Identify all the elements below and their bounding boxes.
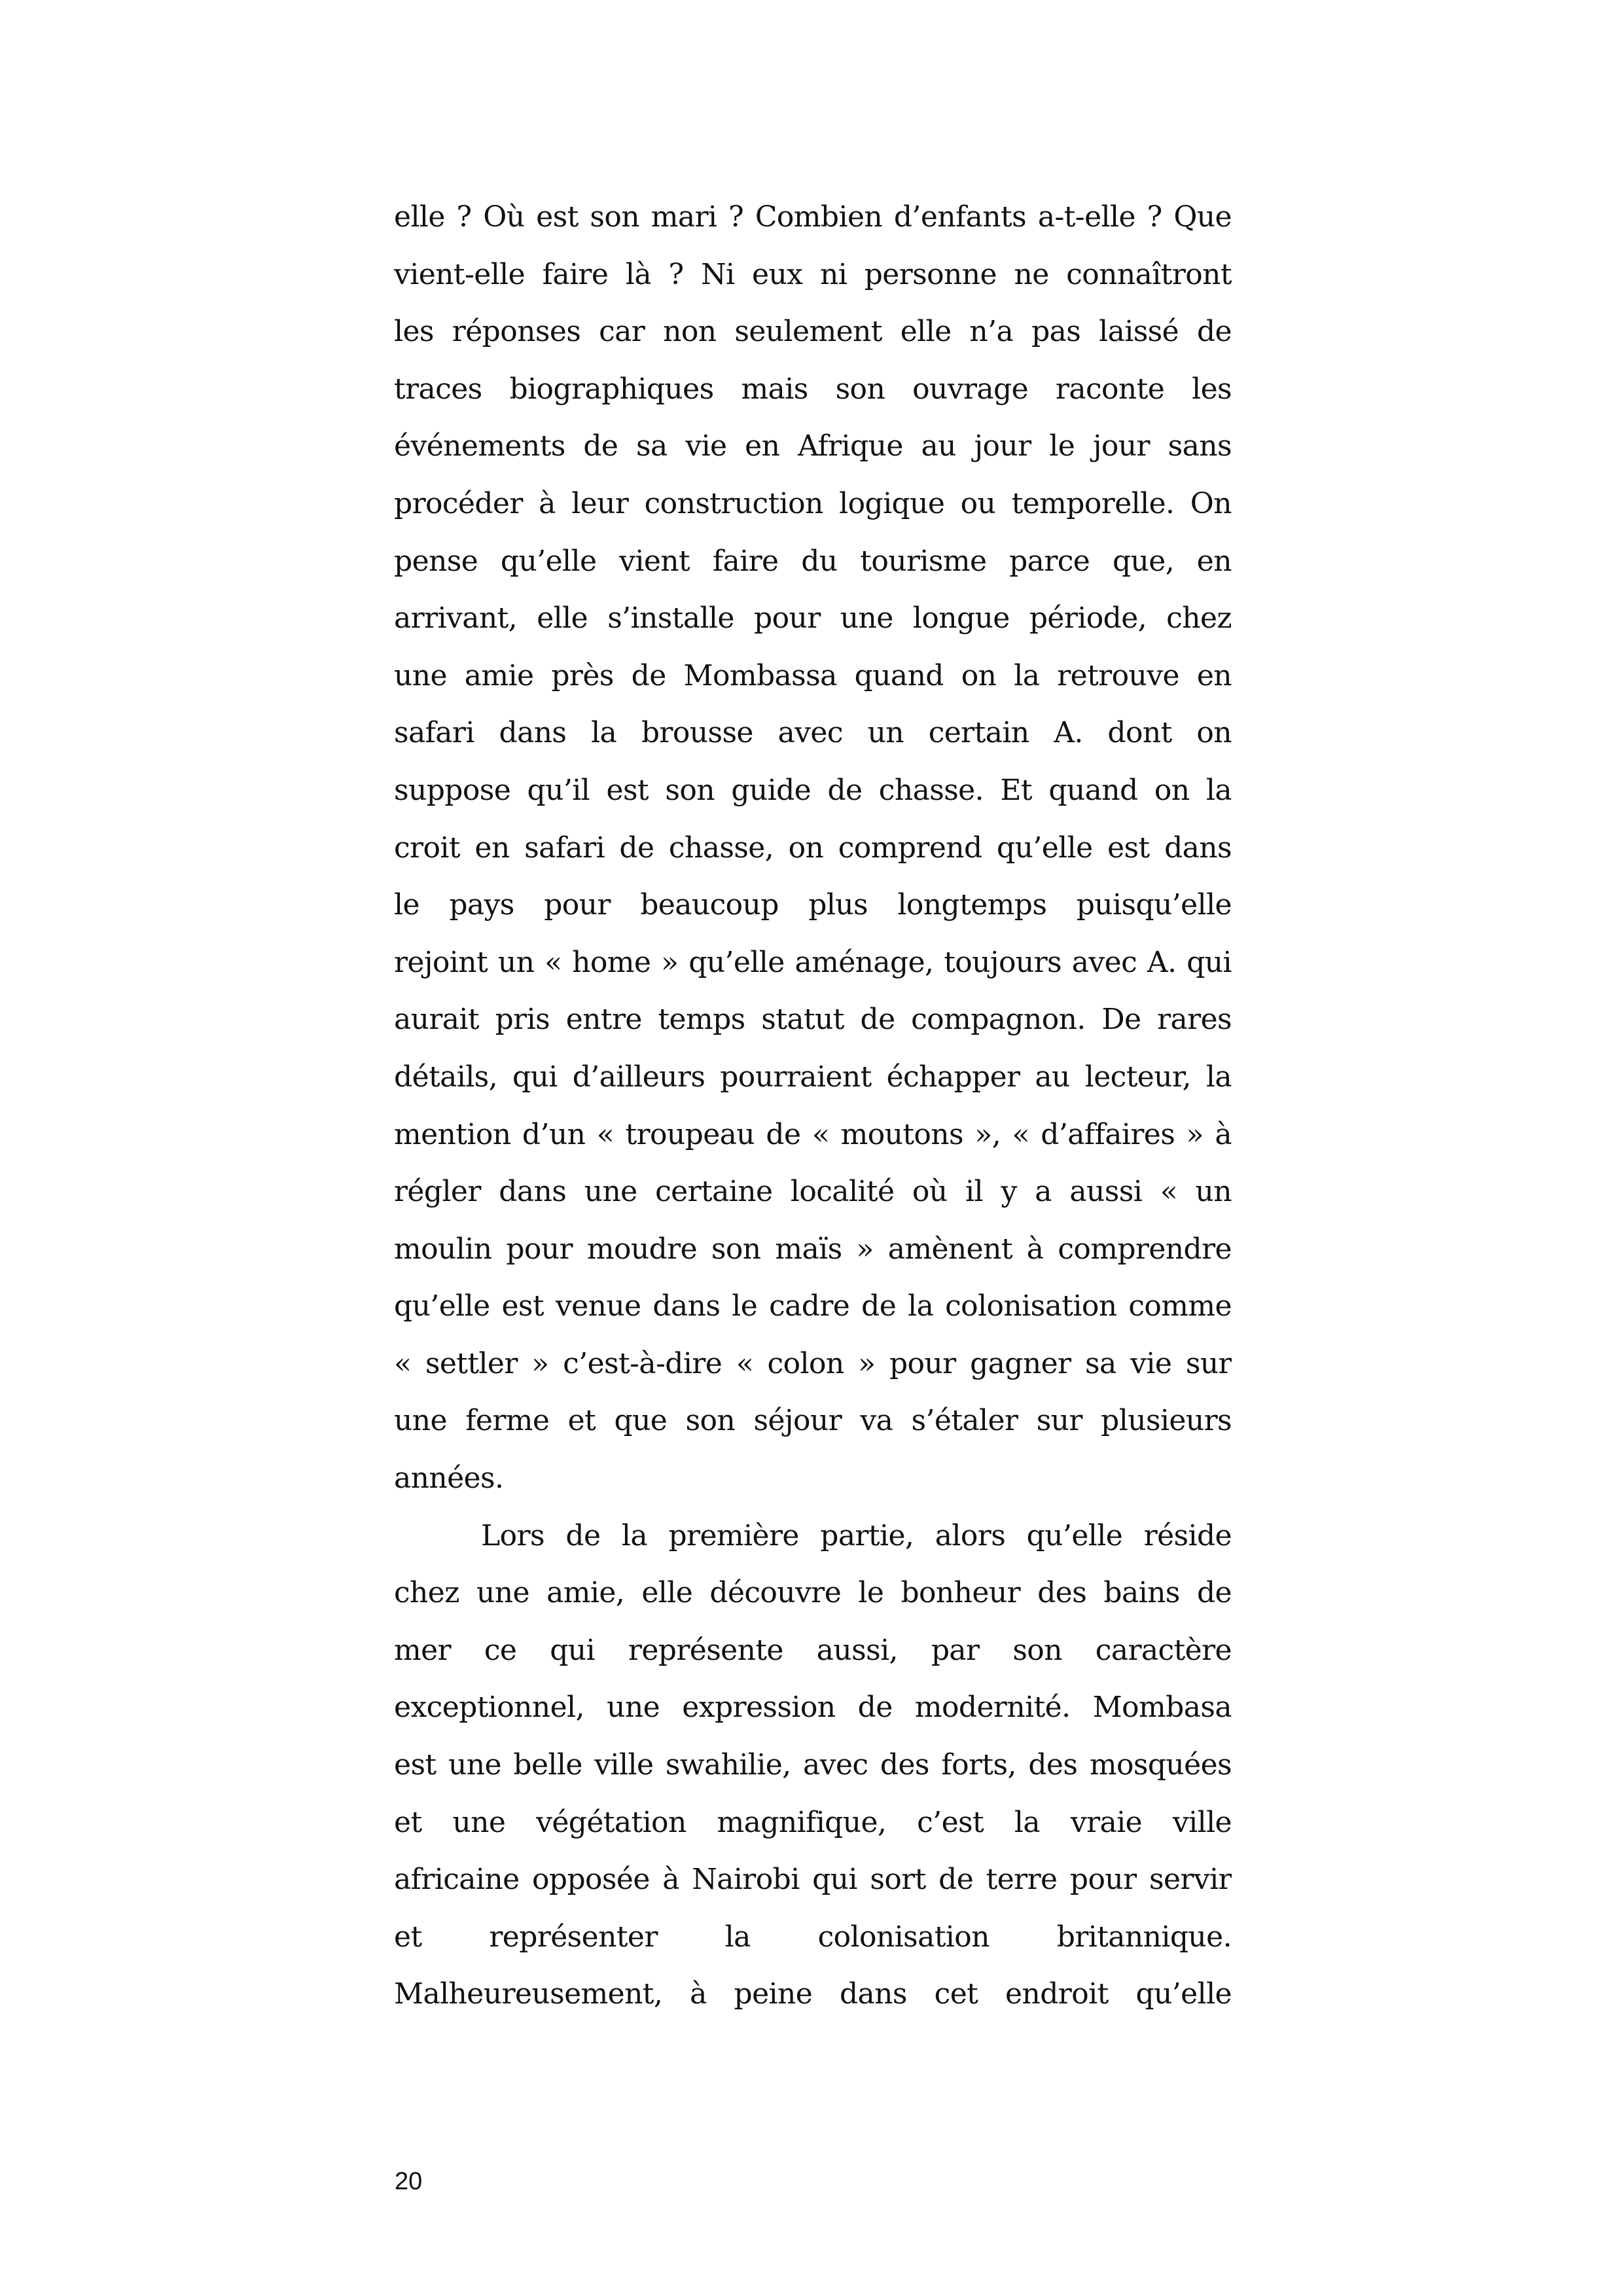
text-line: suppose qu’il est son guide de chasse. Et quand on la <box>394 773 1232 807</box>
text-line: qu’elle est venue dans le cadre de la colonisation comme <box>394 1289 1232 1323</box>
text-line: le pays pour beaucoup plus longtemps puisqu’elle <box>394 888 1232 922</box>
text-line: africaine opposée à Nairobi qui sort de terre pour servir <box>394 1863 1232 1897</box>
text-line: et représenter la colonisation britannique. <box>394 1920 1232 1954</box>
text-line: événements de sa vie en Afrique au jour le jour sans <box>394 429 1232 463</box>
text-line: « settler » c’est-à-dire « colon » pour gagner sa vie sur <box>394 1346 1232 1380</box>
text-line: Lors de la première partie, alors qu’elle réside <box>481 1518 1232 1552</box>
text-line: et une végétation magnifique, c’est la vraie ville <box>394 1805 1232 1839</box>
text-line: procéder à leur construction logique ou temporelle. On <box>394 486 1232 520</box>
text-line: safari dans la brousse avec un certain A. dont on <box>394 716 1232 750</box>
text-line: rejoint un « home » qu’elle aménage, toujours avec A. qui <box>394 945 1232 979</box>
text-line: pense qu’elle vient faire du tourisme parce que, en <box>394 544 1232 578</box>
text-line: mention d’un « troupeau de « moutons », « d’affaires » à <box>394 1117 1232 1151</box>
text-line: une amie près de Mombassa quand on la retrouve en <box>394 658 1232 692</box>
text-line: chez une amie, elle découvre le bonheur des bains de <box>394 1576 1232 1610</box>
text-line: arrivant, elle s’installe pour une longue période, chez <box>394 601 1232 636</box>
text-line: les réponses car non seulement elle n’a pas laissé de <box>394 315 1232 349</box>
text-line: moulin pour moudre son maïs » amènent à comprendre <box>394 1232 1232 1266</box>
text-line: une ferme et que son séjour va s’étaler sur plusieurs <box>394 1404 1232 1438</box>
text-line: croit en safari de chasse, on comprend qu’elle est dans <box>394 831 1232 865</box>
text-line: années. <box>394 1462 504 1496</box>
text-line: aurait pris entre temps statut de compagnon. De rares <box>394 1003 1232 1037</box>
text-line: détails, qui d’ailleurs pourraient échapper au lecteur, la <box>394 1060 1232 1094</box>
text-line: régler dans une certaine localité où il y a aussi « un <box>394 1175 1232 1209</box>
text-line: vient-elle faire là ? Ni eux ni personne ne connaîtront <box>394 257 1232 291</box>
text-line: mer ce qui représente aussi, par son caractère <box>394 1633 1232 1667</box>
page-number: 20 <box>395 2168 423 2195</box>
text-line: Malheureusement, à peine dans cet endroit qu’elle <box>394 1977 1232 2011</box>
text-line: est une belle ville swahilie, avec des forts, des mosquées <box>394 1748 1232 1782</box>
text-line: elle ? Où est son mari ? Combien d’enfants a-t-elle ? Que <box>394 200 1232 234</box>
text-line: traces biographiques mais son ouvrage raconte les <box>394 372 1232 406</box>
body-text <box>394 188 1232 2023</box>
paragraph-2 <box>394 1507 1232 2023</box>
text-line: exceptionnel, une expression de modernité. Mombasa <box>394 1691 1232 1725</box>
paragraph-1 <box>394 188 1232 1507</box>
